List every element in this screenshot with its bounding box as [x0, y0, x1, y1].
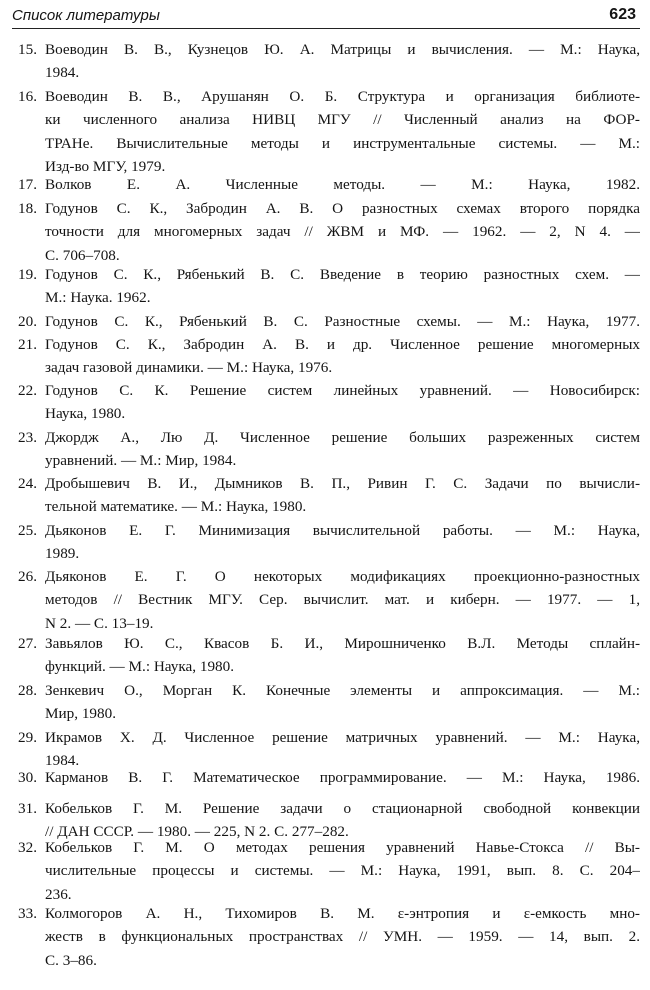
reference-number: 30. [18, 769, 37, 786]
reference-line: Кобельков Г. М. Решение задачи о стационарной свободной конвекции [45, 800, 640, 817]
reference-line: М.: Наука. 1962. [45, 289, 151, 307]
reference-line: методов // Вестник МГУ. Сер. вычислит. мат. и киберн. — 1977. — 1, [45, 591, 640, 609]
reference-line: Годунов С. К., Рябенький В. С. Разностные схемы. — М.: Наука, 1977. [45, 313, 640, 330]
reference-line: Кобельков Г. М. О методах решения уравнений Навье-Стокса // Вы- [45, 839, 640, 856]
reference-line: 236. [45, 885, 72, 903]
reference-line: Воеводин В. В., Арушанян О. Б. Структура и организация библиоте- [45, 88, 640, 105]
reference-line: Джордж А., Лю Д. Численное решение больших разреженных систем [45, 429, 640, 446]
reference-line: Мир, 1980. [45, 705, 116, 723]
reference-line: ТРАНе. Вычислительные методы и инструментальные системы. — М.: [45, 134, 640, 152]
reference-text [45, 310, 640, 333]
reference-line: Зенкевич О., Морган К. Конечные элементы и аппроксимация. — М.: [45, 682, 640, 699]
reference-line: Волков Е. А. Численные методы. — М.: Наука, 1982. [45, 176, 640, 193]
reference-line: функций. — М.: Наука, 1980. [45, 658, 235, 676]
reference-number: 20. [18, 313, 37, 330]
reference-line: Годунов С. К., Рябенький В. С. Введение в теорию разностных схем. — [45, 266, 640, 283]
reference-number: 16. [18, 88, 37, 105]
reference-line: 1984. [45, 752, 80, 770]
reference-text [45, 902, 640, 972]
reference-text [45, 426, 640, 473]
reference-number: 22. [18, 382, 37, 399]
reference-line: ки численного анализа НИВЦ МГУ // Численный анализ на ФОР- [45, 111, 640, 129]
reference-number: 18. [18, 200, 37, 217]
reference-text [45, 679, 640, 726]
reference-line: Завьялов Ю. С., Квасов Б. И., Мирошниченко В.Л. Методы сплайн- [45, 635, 640, 652]
reference-line: тельной математике. — М.: Наука, 1980. [45, 498, 307, 516]
reference-number: 31. [18, 800, 37, 817]
reference-number: 29. [18, 729, 37, 746]
reference-number: 33. [18, 905, 37, 922]
reference-text [45, 472, 640, 519]
reference-line: Дьяконов Е. Г. О некоторых модификациях проекционно-разностных [45, 568, 640, 585]
reference-number: 24. [18, 475, 37, 492]
reference-line: Годунов С. К., Забродин А. В. О разностных схемах второго порядка [45, 200, 640, 217]
page-number: 623 [609, 6, 636, 23]
reference-line: жеств в функциональных пространствах // УМН. — 1959. — 14, вып. 2. [45, 928, 640, 946]
reference-line: задач газовой динамики. — М.: Наука, 1976. [45, 359, 333, 377]
reference-text [45, 565, 640, 635]
reference-line: 1989. [45, 545, 80, 563]
reference-line: Дробышевич В. И., Дымников В. П., Ривин Г. С. Задачи по вычисли- [45, 475, 640, 492]
reference-line: Изд-во МГУ, 1979. [45, 158, 166, 176]
reference-number: 17. [18, 176, 37, 193]
reference-text [45, 197, 640, 267]
reference-line: уравнений. — М.: Мир, 1984. [45, 452, 237, 470]
reference-number: 26. [18, 568, 37, 585]
reference-line: С. 3–86. [45, 951, 97, 969]
reference-line: Икрамов Х. Д. Численное решение матричных уравнений. — М.: Наука, [45, 729, 640, 746]
reference-number: 25. [18, 522, 37, 539]
reference-line: 1984. [45, 64, 80, 82]
reference-text [45, 85, 640, 179]
reference-text [45, 333, 640, 380]
reference-line: Годунов С. К. Решение систем линейных уравнений. — Новосибирск: [45, 382, 640, 399]
reference-line: числительные процессы и системы. — М.: Наука, 1991, вып. 8. С. 204– [45, 862, 640, 880]
reference-text [45, 379, 640, 426]
reference-line: Наука, 1980. [45, 405, 126, 423]
reference-number: 19. [18, 266, 37, 283]
reference-text [45, 632, 640, 679]
reference-text [45, 263, 640, 310]
reference-line: точности для многомерных задач // ЖВМ и МФ. — 1962. — 2, N 4. — [45, 223, 640, 241]
reference-line: С. 706–708. [45, 246, 120, 264]
reference-line: Дьяконов Е. Г. Минимизация вычислительной работы. — М.: Наука, [45, 522, 640, 539]
reference-text [45, 173, 640, 196]
reference-number: 23. [18, 429, 37, 446]
reference-text [45, 519, 640, 566]
reference-number: 21. [18, 336, 37, 353]
reference-number: 28. [18, 682, 37, 699]
reference-line: // ДАН СССР. — 1980. — 225, N 2. С. 277–282. [45, 823, 349, 841]
reference-text [45, 836, 640, 906]
reference-line: Воеводин В. В., Кузнецов Ю. А. Матрицы и вычисления. — М.: Наука, [45, 41, 640, 58]
reference-line: Карманов В. Г. Математическое программирование. — М.: Наука, 1986. [45, 769, 640, 786]
reference-line: Колмогоров А. Н., Тихомиров В. М. ε-энтропия и ε-емкость мно- [45, 905, 640, 922]
reference-text [45, 38, 640, 85]
reference-line: Годунов С. К., Забродин А. В. и др. Численное решение многомерных [45, 336, 640, 353]
reference-number: 27. [18, 635, 37, 652]
reference-text [45, 766, 640, 789]
section-title: Список литературы [12, 7, 160, 24]
reference-line: N 2. — С. 13–19. [45, 614, 154, 632]
reference-number: 15. [18, 41, 37, 58]
reference-number: 32. [18, 839, 37, 856]
